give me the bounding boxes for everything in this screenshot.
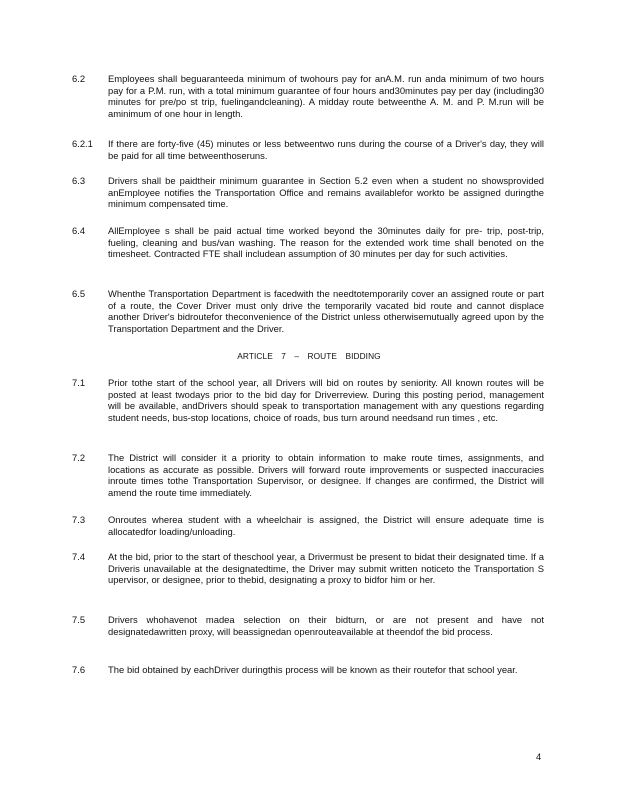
page-number: 4 (536, 751, 542, 762)
section-number: 7.3 (72, 514, 86, 525)
article-heading: ARTICLE 7 – ROUTE BIDDING (237, 351, 381, 361)
section-text: Drivers whohavenot madea selection on their bidturn, or are not present and have not designatedawritten proxy, will beassignedan openrouteavailable at theendof the bid process. (108, 614, 544, 637)
section-number: 7.6 (72, 664, 86, 675)
section-6-2 (72, 73, 544, 119)
section-text: Whenthe Transportation Department is facedwith the needtotemporarily cover an assigned route or part of a route, the Cover Driver must only drive the temporarily vacated bid route and cannot displace another Driver's bidroutefor theconvenience of the District unless otherwisemutually agreed upon by the Transportation Department and the Driver. (108, 288, 544, 334)
section-6-4 (72, 225, 544, 260)
section-number: 6.5 (72, 288, 86, 299)
section-6-3 (72, 175, 544, 210)
section-text: At the bid, prior to the start of theschool year, a Drivermust be present to bidat their designated time. If a Driveris unavailable at the designatedtime, the Driver may submit written noticeto the Transportation S upervisor, or designee, prior to thebid, designating a proxy to bidfor him or her. (108, 551, 544, 585)
section-7-3 (72, 514, 544, 537)
section-7-6 (72, 664, 544, 676)
section-7-4 (72, 551, 544, 586)
section-text: The District will consider it a priority to obtain information to make route times, assignments, and locations as accurate as possible. Drivers will forward route improvements or suspected inaccuracies inroute times tothe Transportation Supervisor, or designee. If changes are confirmed, the District will amend the route time immediately. (108, 452, 544, 498)
section-number: 7.4 (72, 551, 86, 562)
section-text: AllEmployee s shall be paid actual time worked beyond the 30minutes daily for pre- trip, post-trip, fueling, cleaning and bus/van washing. The reason for the extended work time shall benoted on the timesheet. Contracted FTE shall includean assumption of 30 minutes per day for such activities. (108, 225, 544, 259)
section-number: 7.2 (72, 452, 86, 463)
section-number: 7.5 (72, 614, 86, 625)
section-6-5 (72, 288, 544, 334)
section-number: 6.4 (72, 225, 86, 236)
section-number: 6.2.1 (72, 138, 93, 149)
section-text: The bid obtained by eachDriver duringthis process will be known as their routefor that school year. (108, 664, 518, 675)
section-text: Drivers shall be paidtheir minimum guarantee in Section 5.2 even when a student no showsprovided anEmployee notifies the Transportation Office and remains availablefor workto be assigned duringthe minimum compensated time. (108, 175, 544, 209)
section-7-2 (72, 452, 544, 498)
section-text: Onroutes wherea student with a wheelchair is assigned, the District will ensure adequate time is allocatedfor loading/unloading. (108, 514, 544, 537)
section-number: 6.2 (72, 73, 86, 84)
section-text: If there are forty-five (45) minutes or less betweentwo runs during the course of a Driver's day, they will be paid for all time betweenthoseruns. (108, 138, 544, 161)
section-text: Prior tothe start of the school year, all Drivers will bid on routes by seniority. All known routes will be posted at least twodays prior to the bid day for Driverreview. During this posting period, management will be available, andDrivers should speak to transportation management with any questions regarding student needs, bus-stop locations, choice of roads, bus turn around needsand run times , etc. (108, 377, 544, 423)
section-number: 6.3 (72, 175, 86, 186)
section-text: Employees shall beguaranteeda minimum of twohours pay for anA.M. run anda minimum of two hours pay for a P.M. run, with a total minimum guarantee of four hours and30minutes pay per day (including30 minutes for pre/po st trip, fuelingandcleaning). A midday route betweenthe A. M. and P. M.run will be aminimum of one hour in length. (108, 73, 544, 119)
section-7-1 (72, 377, 544, 423)
section-number: 7.1 (72, 377, 86, 388)
section-6-2-1 (72, 138, 544, 161)
section-7-5 (72, 614, 544, 637)
